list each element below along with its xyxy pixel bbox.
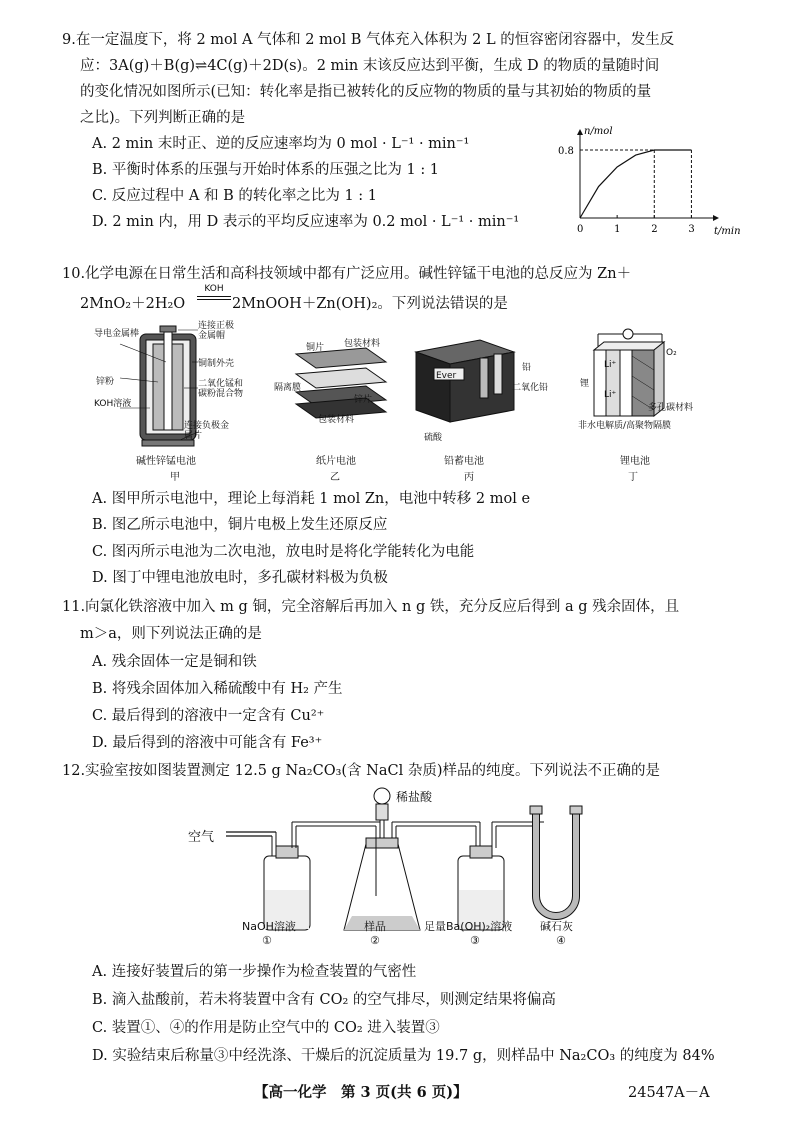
q11-option-b: B. 将残余固体加入稀硫酸中有 H₂ 产生 xyxy=(92,681,343,697)
label-copper-plate: 铜片 xyxy=(306,343,325,353)
q10-option-d: D. 图丁中锂电池放电时，多孔碳材料极为负极 xyxy=(92,570,388,586)
label-lithium: 锂 xyxy=(580,379,590,389)
label-device-4: ④ xyxy=(556,934,566,947)
label-naoh-solution: NaOH溶液 xyxy=(242,920,296,933)
label-copper-shell: 铜制外壳 xyxy=(198,359,235,369)
caption-paper-battery: 纸片电池 xyxy=(316,456,356,467)
label-device-3: ③ xyxy=(470,934,480,947)
q12-option-a: A. 连接好装置后的第一步操作为检查装置的气密性 xyxy=(92,964,417,980)
label-packaging-top: 包装材料 xyxy=(344,339,381,349)
label-packaging-bottom: 包装材料 xyxy=(318,415,355,425)
caption-lithium-battery: 锂电池 xyxy=(620,456,650,467)
x-axis-label: t/min xyxy=(714,226,741,237)
q9-line2: 应：3A(g)＋B(g)⇌4C(g)＋2D(s)。2 min 末该反应达到平衡，生成 D 的物质的量随时间 xyxy=(80,58,660,74)
q9-line1: 9.在一定温度下，将 2 mol A 气体和 2 mol B 气体充入体积为 2 L 的恒容密闭容器中，发生反 xyxy=(62,32,675,48)
q12-option-c: C. 装置①、④的作用是防止空气中的 CO₂ 进入装置③ xyxy=(92,1020,440,1036)
q9-option-a: A. 2 min 末时正、逆的反应速率均为 0 mol · L⁻¹ · min⁻¹ xyxy=(92,136,470,152)
label-separator: 隔离膜 xyxy=(274,383,302,393)
caption-jia: 甲 xyxy=(170,472,180,483)
q10-condition xyxy=(197,284,231,300)
q10-option-c: C. 图丙所示电池为二次电池，放电时是将化学能转化为电能 xyxy=(92,544,475,560)
label-zinc-powder: 锌粉 xyxy=(96,377,115,387)
q11-line1: 11.向氯化铁溶液中加入 m g 铜，完全溶解后再加入 n g 铁，充分反应后得到 a g 残余固体，且 xyxy=(62,599,680,615)
label-o2: O₂ xyxy=(666,348,677,358)
label-porous-carbon: 多孔碳材料 xyxy=(648,403,694,413)
caption-lead-battery: 铅蓄电池 xyxy=(444,456,484,467)
x-tick-label: 3 xyxy=(688,224,695,235)
y-axis-label: n/mol xyxy=(584,126,613,137)
label-koh-solution: KOH溶液 xyxy=(94,399,132,409)
label-positive-cap: 连接正极金属帽 xyxy=(198,321,235,341)
q10-condition-label: KOH xyxy=(204,284,224,294)
label-negative-plate: 连接负极金属片 xyxy=(184,421,230,441)
q11-line2: m＞a，则下列说法正确的是 xyxy=(80,626,262,642)
caption-ding: 丁 xyxy=(628,472,638,483)
q10-equals-line-2 xyxy=(197,299,231,300)
label-soda-lime: 碱石灰 xyxy=(540,920,573,933)
label-lead: 铅 xyxy=(522,363,532,373)
footer-code: 24547A－A xyxy=(628,1085,710,1101)
label-device-1: ① xyxy=(262,934,272,947)
x-tick-label: 1 xyxy=(614,224,621,235)
label-li-ion-1: Li⁺ xyxy=(604,360,617,370)
label-electrolyte-membrane: 非水电解质/高聚物隔膜 xyxy=(578,421,672,431)
q9-option-d: D. 2 min 内，用 D 表示的平均反应速率为 0.2 mol · L⁻¹ · min⁻¹ xyxy=(92,214,520,230)
label-dilute-hcl: 稀盐酸 xyxy=(396,790,433,804)
q10-equals-line xyxy=(197,296,231,297)
q10-line2-left: 2MnO₂＋2H₂O xyxy=(80,296,186,312)
q9-line4: 之比)。下列判断正确的是 xyxy=(80,110,246,126)
label-sulfuric-acid: 硫酸 xyxy=(424,433,443,443)
label-baoh2-solution: 足量Ba(OH)₂溶液 xyxy=(424,920,513,933)
svg-text:Ever: Ever xyxy=(436,371,457,381)
q10-line2-right: 2MnOOH＋Zn(OH)₂。下列说法错误的是 xyxy=(232,296,508,312)
q9-chart xyxy=(540,118,750,238)
y-tick-label: 0.8 xyxy=(558,146,574,157)
q10-option-a: A. 图甲所示电池中，理论上每消耗 1 mol Zn，电池中转移 2 mol e xyxy=(92,491,531,507)
q10-line1: 10.化学电源在日常生活和高科技领域中都有广泛应用。碱性锌锰干电池的总反应为 Zn＋ xyxy=(62,266,632,282)
label-sample: 样品 xyxy=(364,920,386,933)
caption-bing: 丙 xyxy=(464,472,474,483)
q9-line3: 的变化情况如图所示(已知：转化率是指已被转化的反应物的物质的量与其初始的物质的量 xyxy=(80,84,652,100)
label-lead-dioxide: 二氧化铅 xyxy=(512,383,549,393)
footer-page-info: 【高一化学 第 3 页(共 6 页)】 xyxy=(254,1084,468,1101)
q11-option-a: A. 残余固体一定是铜和铁 xyxy=(92,654,257,670)
label-zinc-plate: 锌片 xyxy=(354,395,373,405)
label-li-ion-2: Li⁺ xyxy=(604,390,617,400)
q9-option-c: C. 反应过程中 A 和 B 的转化率之比为 1 : 1 xyxy=(92,188,378,204)
caption-yi: 乙 xyxy=(330,472,340,483)
q12-option-d: D. 实验结束后称量③中经洗涤、干燥后的沉淀质量为 19.7 g，则样品中 Na₂CO₃ 的纯度为 84% xyxy=(92,1048,715,1064)
q12-line1: 12.实验室按如图装置测定 12.5 g Na₂CO₃(含 NaCl 杂质)样品的纯度。下列说法不正确的是 xyxy=(62,763,660,779)
label-device-2: ② xyxy=(370,934,380,947)
label-air: 空气 xyxy=(188,830,215,845)
x-tick-label: 0 xyxy=(577,224,584,235)
q10-option-b: B. 图乙所示电池中，铜片电极上发生还原反应 xyxy=(92,517,388,533)
q11-option-d: D. 最后得到的溶液中可能含有 Fe³⁺ xyxy=(92,735,323,751)
q11-option-c: C. 最后得到的溶液中一定含有 Cu²⁺ xyxy=(92,708,325,724)
q9-option-b: B. 平衡时体系的压强与开始时体系的压强之比为 1 : 1 xyxy=(92,162,440,178)
figure-bing-lead-battery xyxy=(410,330,520,430)
caption-alkaline-battery: 碱性锌锰电池 xyxy=(136,456,196,467)
x-tick-label: 2 xyxy=(651,224,658,235)
label-conductive-rod: 导电金属棒 xyxy=(94,329,140,339)
q12-option-b: B. 滴入盐酸前，若未将装置中含有 CO₂ 的空气排尽，则测定结果将偏高 xyxy=(92,992,556,1008)
series-line xyxy=(580,150,691,218)
label-mno2-carbon: 二氧化锰和碳粉混合物 xyxy=(198,379,244,399)
